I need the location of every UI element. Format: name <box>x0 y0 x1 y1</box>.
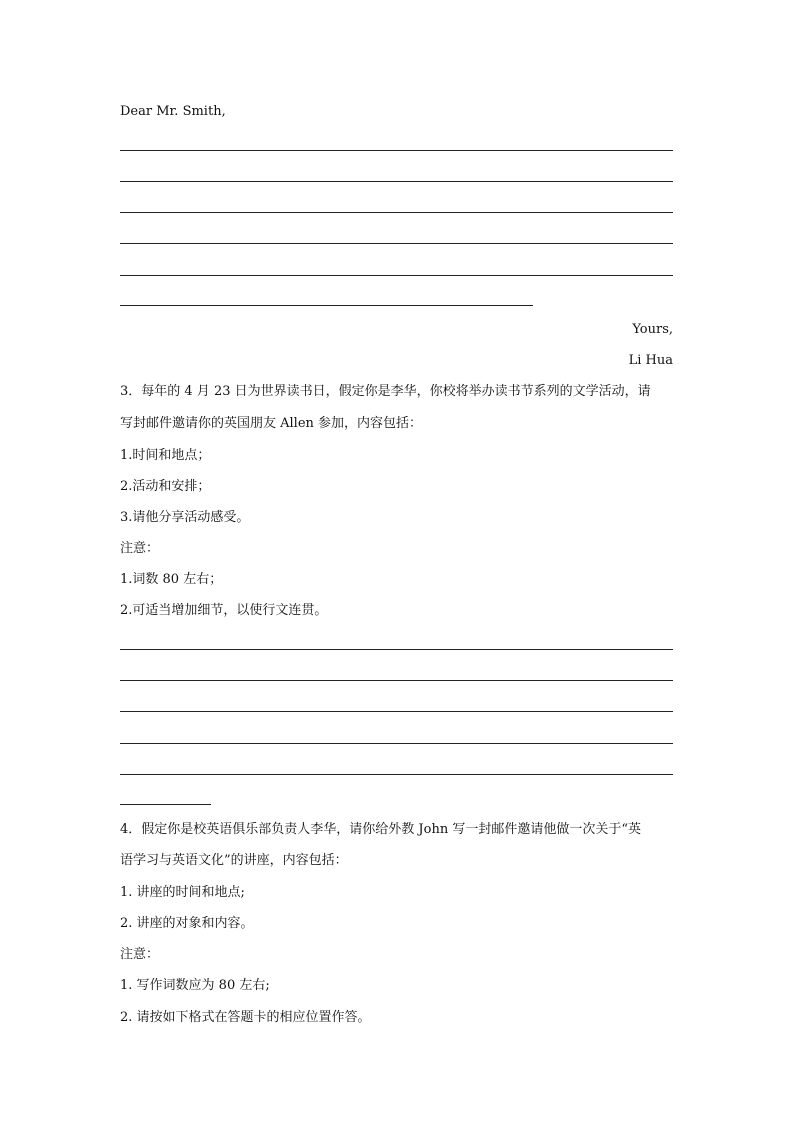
letter-signature: Li Hua <box>628 353 673 368</box>
q4-note: 2. 请按如下格式在答题卡的相应位置作答。 <box>120 1010 371 1025</box>
salutation: Dear Mr. Smith, <box>120 104 226 119</box>
q3-prompt-line1: 3．每年的 4 月 23 日为世界读书日，假定你是李华，你校将举办读书节系列的文学活动，请 <box>120 384 651 399</box>
q4-prompt-line2: 语学习与英语文化”的讲座，内容包括： <box>120 853 348 868</box>
q3-prompt-line2: 写封邮件邀请你的英国朋友 Allen 参加，内容包括： <box>120 416 423 431</box>
letter-closing: Yours, <box>632 322 673 337</box>
answer-line <box>120 212 673 213</box>
q4-prompt-line1: 4．假定你是校英语俱乐部负责人李华，请你给外教 John 写一封邮件邀请他做一次关于“英 <box>120 822 641 837</box>
answer-line <box>120 743 673 744</box>
answer-line <box>120 711 673 712</box>
q3-note: 1.词数 80 左右； <box>120 572 223 587</box>
answer-line <box>120 649 673 650</box>
q3-note-label: 注意： <box>120 541 160 556</box>
q3-item: 1.时间和地点； <box>120 448 211 463</box>
q4-item: 1. 讲座的时间和地点; <box>120 885 245 900</box>
answer-line <box>120 181 673 182</box>
q4-note-label: 注意： <box>120 947 160 962</box>
answer-line-short <box>120 305 533 306</box>
q4-note: 1. 写作词数应为 80 左右; <box>120 978 270 993</box>
answer-line <box>120 680 673 681</box>
q3-item: 2.活动和安排； <box>120 479 211 494</box>
answer-line <box>120 243 673 244</box>
answer-line <box>120 774 673 775</box>
q3-note: 2.可适当增加细节，以使行文连贯。 <box>120 603 328 618</box>
answer-line <box>120 275 673 276</box>
q3-item: 3.请他分享活动感受。 <box>120 510 250 525</box>
q4-item: 2. 讲座的对象和内容。 <box>120 916 254 931</box>
answer-line-short <box>120 804 211 805</box>
answer-line <box>120 150 673 151</box>
